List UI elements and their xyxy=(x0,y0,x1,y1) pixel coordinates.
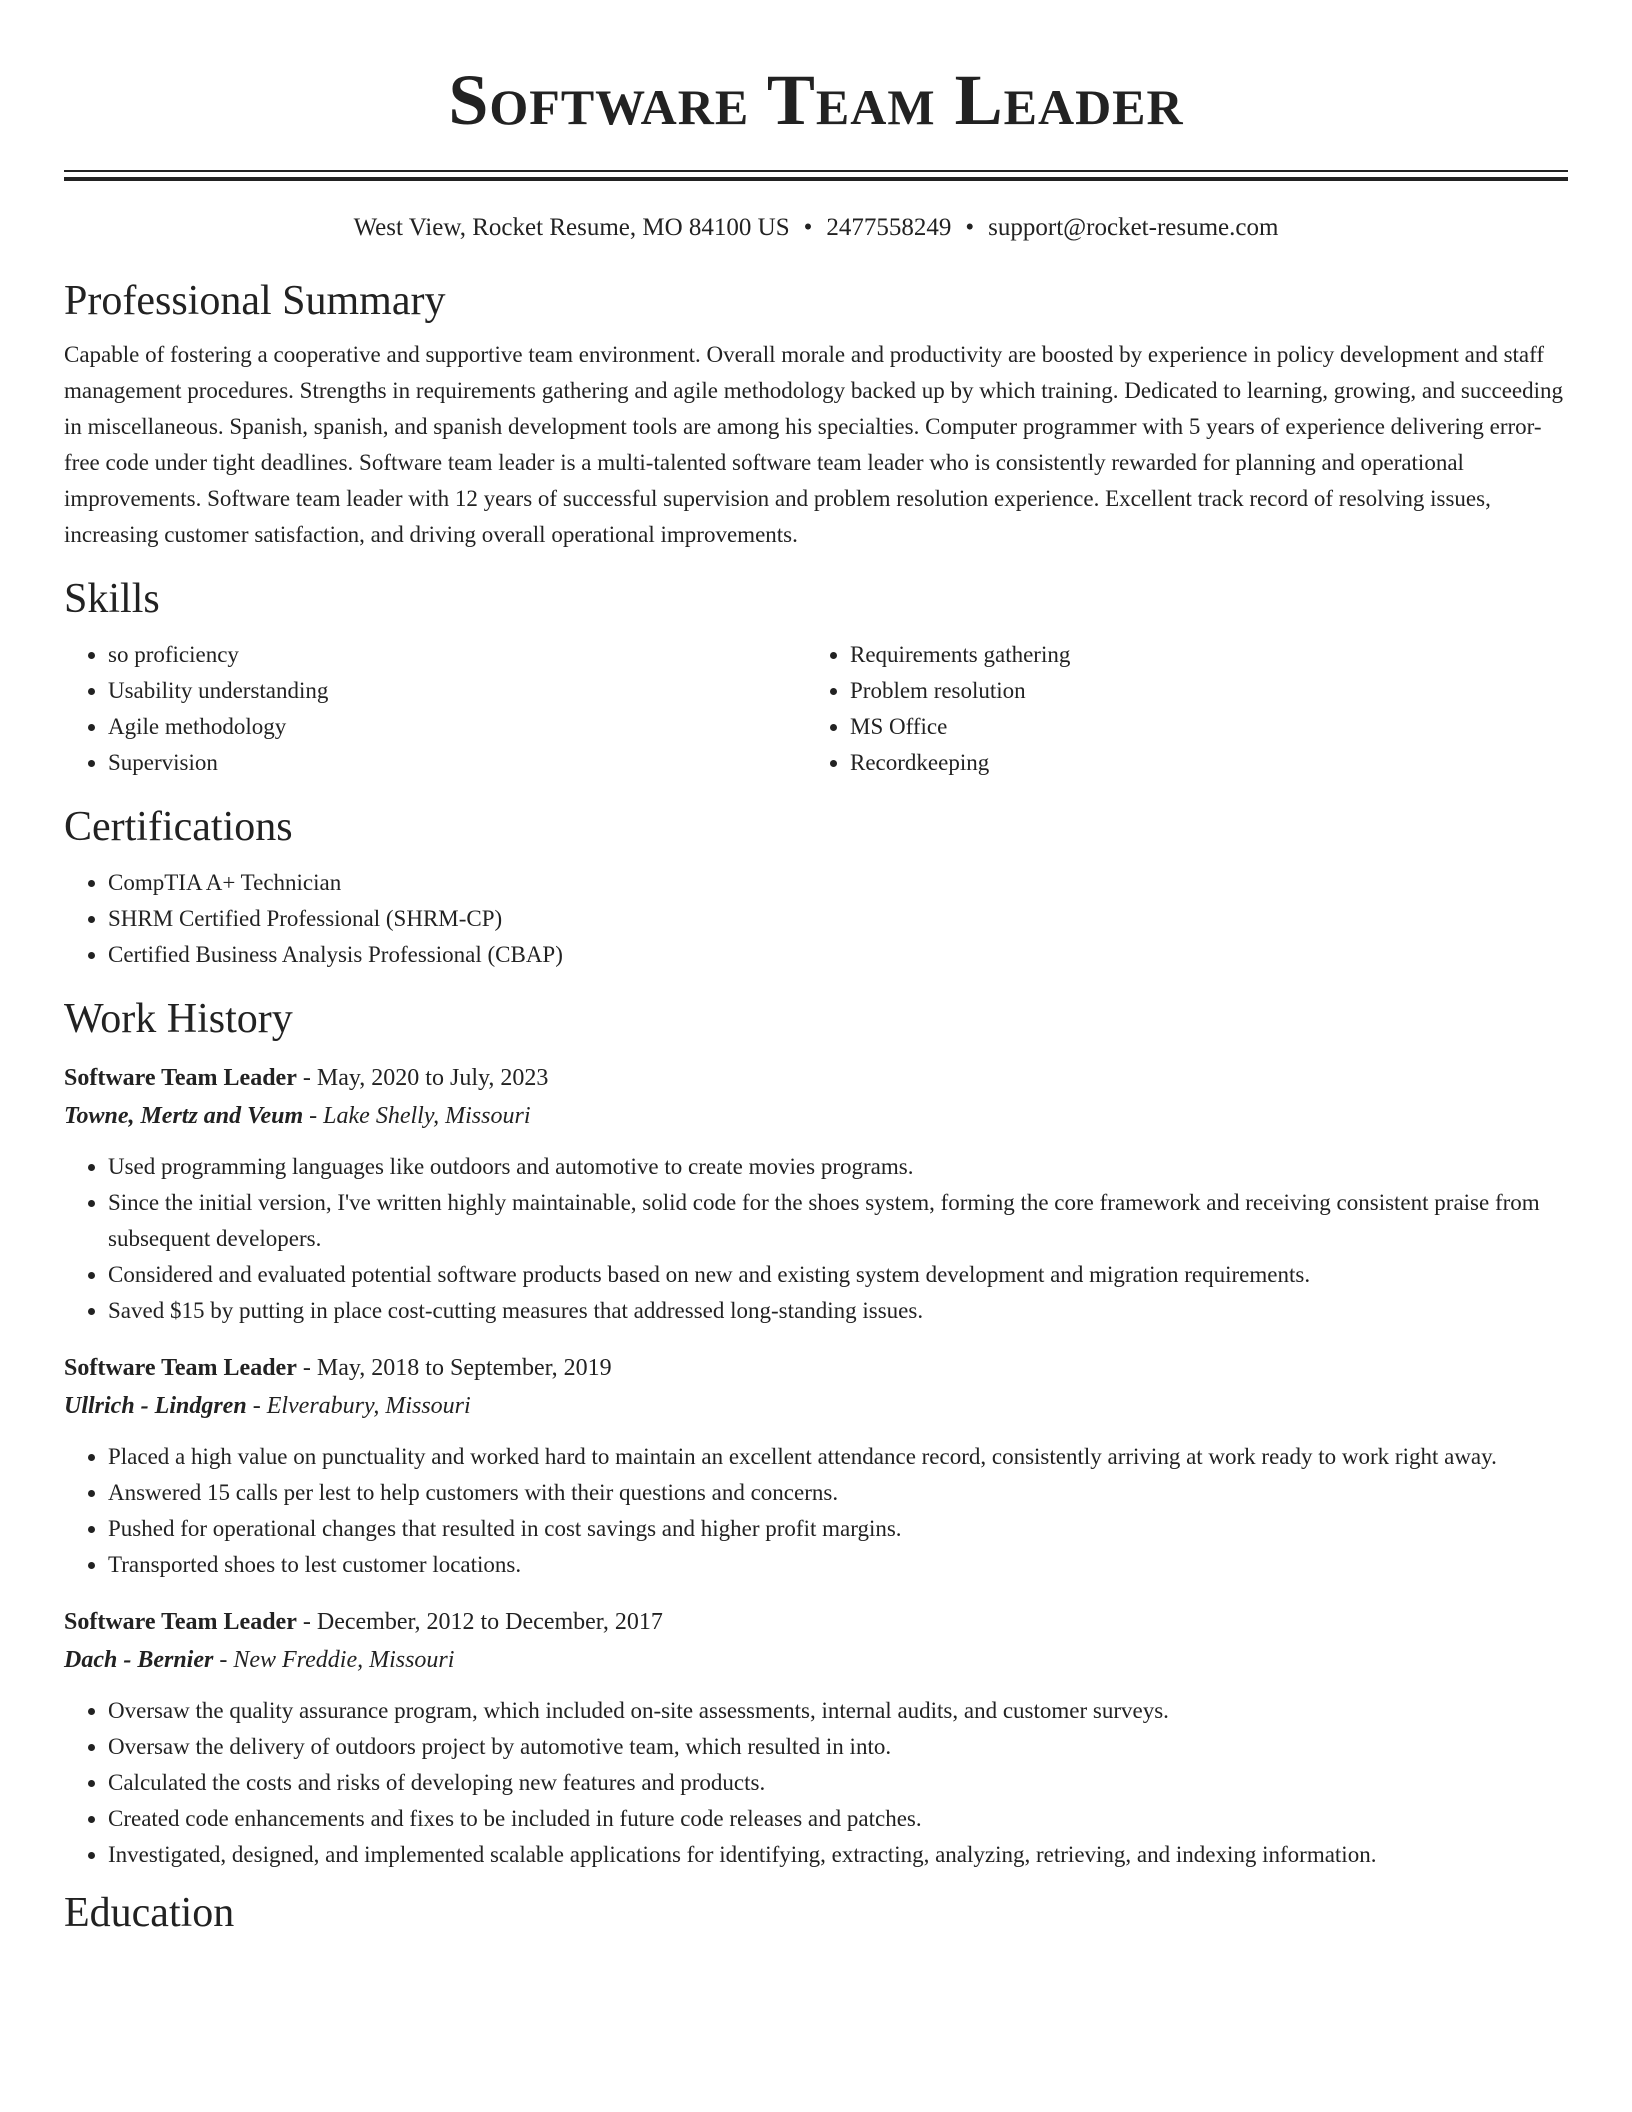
job-bullets xyxy=(64,1693,1568,1873)
job-bullet: • Oversaw the quality assurance program, which included on-site assessments, internal audits, and customer surveys. xyxy=(108,1693,1568,1729)
contact-email: support@rocket-resume.com xyxy=(988,214,1279,241)
job-employer: Dach - Bernier - New Freddie, Missouri xyxy=(64,1647,455,1673)
job-location: Elverabury, Missouri xyxy=(266,1393,471,1419)
job-dates: May, 2020 to July, 2023 xyxy=(316,1065,549,1091)
job-employer: Towne, Mertz and Veum - Lake Shelly, Missouri xyxy=(64,1103,531,1129)
job-bullets xyxy=(64,1149,1568,1329)
job-bullet: • Transported shoes to lest customer locations. xyxy=(108,1547,1568,1583)
job-company: Dach - Bernier xyxy=(64,1647,214,1673)
job-bullet: • Placed a high value on punctuality and worked hard to maintain an excellent attendance record, consistently arriving at work ready to work right away. xyxy=(108,1439,1568,1475)
job-bullets xyxy=(64,1439,1568,1583)
skills-column-left xyxy=(64,637,806,781)
contact-phone: 2477558249 xyxy=(826,214,952,241)
job-bullet: • Created code enhancements and fixes to be included in future code releases and patches. xyxy=(108,1801,1568,1837)
skill-item: • so proficiency xyxy=(108,637,806,673)
skill-item: • MS Office xyxy=(850,709,1548,745)
skill-item: • Recordkeeping xyxy=(850,745,1548,781)
job-title: Software Team Leader xyxy=(64,1609,297,1635)
certifications-list xyxy=(64,865,1568,973)
job-entry xyxy=(64,1059,1568,1329)
certification-item: • Certified Business Analysis Professional (CBAP) xyxy=(108,937,1568,973)
job-company: Towne, Mertz and Veum xyxy=(64,1103,304,1129)
resume-title: Software Team Leader xyxy=(448,60,1184,140)
job-entry xyxy=(64,1349,1568,1583)
skill-item: • Supervision xyxy=(108,745,806,781)
job-location: New Freddie, Missouri xyxy=(233,1647,455,1673)
job-title: Software Team Leader xyxy=(64,1355,297,1381)
job-header: Software Team Leader - May, 2020 to July, 2023 xyxy=(64,1065,549,1091)
job-company: Ullrich - Lindgren xyxy=(64,1393,247,1419)
skill-item: • Agile methodology xyxy=(108,709,806,745)
skills-list xyxy=(64,637,1568,781)
job-bullet: • Investigated, designed, and implemented scalable applications for identifying, extracting, analyzing, retrieving, and indexing information. xyxy=(108,1837,1568,1873)
job-bullet: • Considered and evaluated potential software products based on new and existing system development and migration requirements. xyxy=(108,1257,1568,1293)
title-divider xyxy=(64,170,1568,181)
certification-item: • SHRM Certified Professional (SHRM-CP) xyxy=(108,901,1568,937)
contact-address: West View, Rocket Resume, MO 84100 US xyxy=(353,214,790,241)
job-entry xyxy=(64,1603,1568,1873)
job-bullet: • Since the initial version, I've written highly maintainable, solid code for the shoes system, forming the core framework and receiving consistent praise from subsequent developers. xyxy=(108,1185,1568,1257)
education-heading: Education xyxy=(64,1890,235,1936)
summary-text: Capable of fostering a cooperative and supportive team environment. Overall morale and productivity are boosted by experience in policy development and staff management procedures. Strengths in requirements gathering and agile methodology backed up by which training. Dedicated to learning, growing, and succeeding in miscellaneous. Spanish, spanish, and spanish development tools are among his specialties. Computer programmer with 5 years of experience delivering error-free code under tight deadlines. Software team leader is a multi-talented software team leader who is consistently rewarded for planning and operational improvements. Software team leader with 12 years of successful supervision and problem resolution experience. Excellent track record of resolving issues, increasing customer satisfaction, and driving overall operational improvements. xyxy=(64,342,1564,547)
job-employer: Ullrich - Lindgren - Elverabury, Missouri xyxy=(64,1393,471,1419)
work-history-heading: Work History xyxy=(64,996,293,1042)
contact-separator: • xyxy=(965,214,975,241)
certifications-heading: Certifications xyxy=(64,804,293,850)
skill-item: • Usability understanding xyxy=(108,673,806,709)
summary-heading: Professional Summary xyxy=(64,278,446,324)
certification-item: • CompTIA A+ Technician xyxy=(108,865,1568,901)
job-dates: May, 2018 to September, 2019 xyxy=(316,1355,612,1381)
job-header: Software Team Leader - December, 2012 to December, 2017 xyxy=(64,1609,663,1635)
contact-line xyxy=(64,211,1568,245)
job-dates: December, 2012 to December, 2017 xyxy=(316,1609,663,1635)
skill-item: • Problem resolution xyxy=(850,673,1548,709)
skills-column-right xyxy=(806,637,1548,781)
job-bullet: • Saved $15 by putting in place cost-cutting measures that addressed long-standing issues. xyxy=(108,1293,1568,1329)
job-location: Lake Shelly, Missouri xyxy=(323,1103,531,1129)
job-bullet: • Pushed for operational changes that resulted in cost savings and higher profit margins. xyxy=(108,1511,1568,1547)
contact-separator: • xyxy=(803,214,813,241)
job-bullet: • Answered 15 calls per lest to help customers with their questions and concerns. xyxy=(108,1475,1568,1511)
job-bullet: • Used programming languages like outdoors and automotive to create movies programs. xyxy=(108,1149,1568,1185)
skills-heading: Skills xyxy=(64,576,160,622)
job-title: Software Team Leader xyxy=(64,1065,297,1091)
job-bullet: • Oversaw the delivery of outdoors project by automotive team, which resulted in into. xyxy=(108,1729,1568,1765)
job-bullet: • Calculated the costs and risks of developing new features and products. xyxy=(108,1765,1568,1801)
skill-item: • Requirements gathering xyxy=(850,637,1548,673)
job-header: Software Team Leader - May, 2018 to September, 2019 xyxy=(64,1355,612,1381)
